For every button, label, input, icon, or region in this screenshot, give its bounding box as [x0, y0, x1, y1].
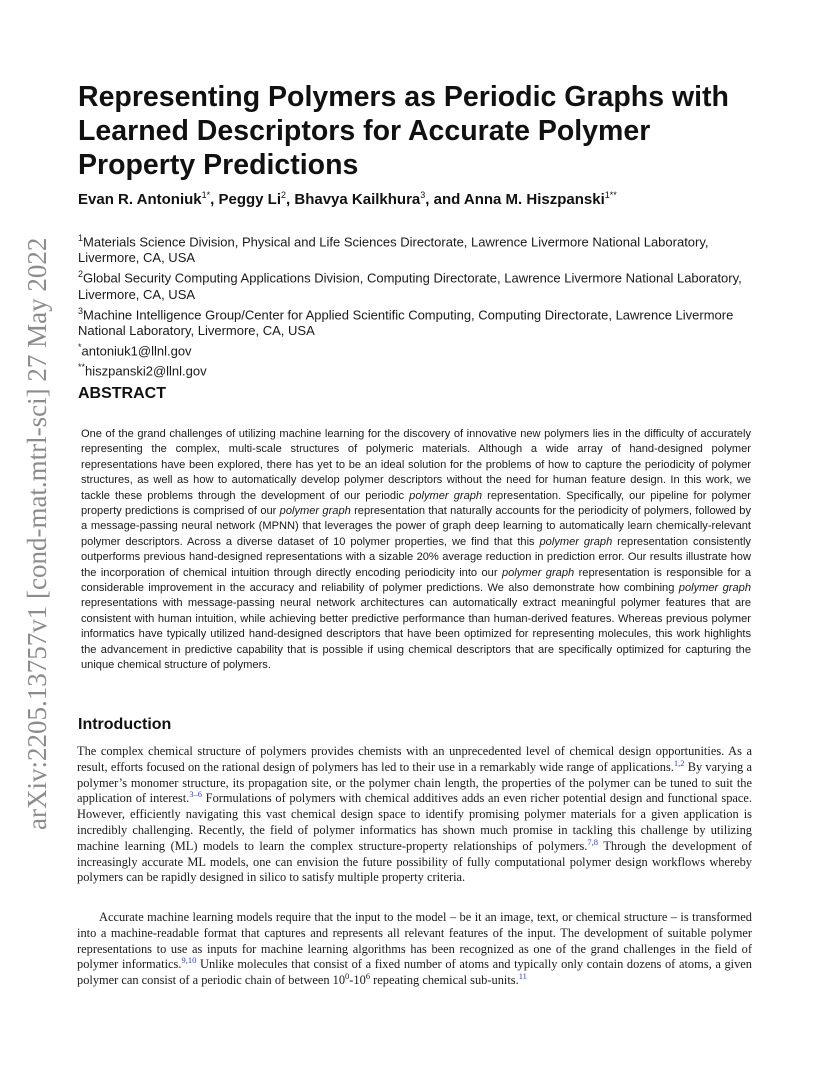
affiliation-mark: 2: [78, 269, 84, 280]
abstract-emphasis: polymer graph: [501, 566, 575, 579]
paragraph-segment: repeating chemical sub-units.: [370, 973, 519, 988]
author-separator: ,: [210, 191, 219, 208]
abstract-segment: representation is responsible for a considerable improvement in the accuracy and reliability of polymer predictions. We also demonstrate how combining: [81, 566, 751, 595]
affiliation-item: [78, 303, 768, 339]
abstract-segment: representation consistently outperforms previous hand-designed representations with a sizable 20% average reduction in prediction error. Our results illustrate how the incorporation of chemical intuition through directly encoding periodicity into our: [81, 535, 751, 579]
citation-link[interactable]: 9,10: [181, 955, 197, 966]
intro-paragraph-1: [77, 744, 752, 886]
abstract-segment: representation. Specifically, our pipeline for polymer property predictions is comprised of our: [81, 489, 751, 518]
author-separator: ,: [286, 191, 295, 208]
paragraph-segment: The complex chemical structure of polymers provides chemists with an unprecedented level of chemical design opportunities. As a result, efforts focused on the rational design of polymers has led to their use in a remarkably wide range of applications.: [77, 744, 752, 774]
affiliation-mark: 1: [78, 233, 84, 243]
abstract-segment: One of the grand challenges of utilizing machine learning for the discovery of innovative new polymers lies in the difficulty of accurately representing the complex, multi-scale structures of polymeric materials. Although a wide array of hand-designed polymer representations have been explored, there has yet to be an ideal solution for the problems of how to capture the periodicity of polymer structures, as well as how to automatically develop polymer descriptors without the need for human feature design. In this work, we tackle these problems through the development of our periodic: [81, 428, 751, 502]
citation-link[interactable]: 11: [518, 971, 527, 982]
author-name: Peggy Li: [218, 191, 281, 208]
affiliation-text: Materials Science Division, Physical and Life Sciences Directorate, Lawrence Livermore National Laboratory, Livermore, CA, USA: [78, 234, 709, 266]
author-affiliation-mark: 1*: [201, 190, 211, 200]
affiliations: [78, 230, 768, 380]
paragraph-segment: Accurate machine learning models require that the input to the model – be it an image, text, or chemical structure – is transformed into a machine-readable format that captures and represents all relevant features of the input. The development of suitable polymer representations to use as inputs for machine learning algorithms has been recognized as one of the grand challenges in the field of polymer informatics.: [77, 910, 752, 972]
paper-title: Representing Polymers as Periodic Graphs with Learned Descriptors for Accurate Polymer Property Predictions: [78, 81, 729, 181]
author-affiliation-mark: 2: [281, 190, 287, 200]
email-mark: **: [78, 362, 86, 373]
abstract-emphasis: polymer graph: [409, 489, 483, 502]
paragraph-segment: By varying a polymer’s monomer structure, its propagation site, or the polymer chain length, the properties of the polymer can be tuned to suit the application of interest.: [77, 759, 752, 806]
author-name: Evan R. Antoniuk: [78, 191, 202, 208]
author-affiliation-mark: 3: [420, 190, 426, 200]
paragraph-segment: Unlike molecules that consist of a fixed number of atoms and typically only contain dozens of atoms, a given polymer can consist of a periodic chain of between 10: [77, 957, 752, 988]
affiliation-text: Machine Intelligence Group/Center for Applied Scientific Computing, Computing Directorate, Lawrence Livermore National Laboratory, Livermore, CA, USA: [78, 306, 734, 338]
email-mark: *: [78, 341, 82, 352]
abstract-heading: ABSTRACT: [78, 385, 166, 402]
superscript-exponent: 0: [345, 971, 350, 982]
author-list: [78, 190, 768, 208]
affiliation-mark: 3: [78, 305, 84, 316]
superscript-exponent: 6: [365, 971, 371, 982]
affiliation-item: [78, 266, 768, 302]
author-separator: , and: [425, 191, 464, 208]
abstract-emphasis: polymer graph: [678, 582, 751, 595]
citation-link[interactable]: 1,2: [673, 757, 685, 768]
email-address[interactable]: hiszpanski2@llnl.gov: [85, 363, 207, 379]
affiliation-item: [78, 230, 768, 266]
email-item: [78, 359, 768, 379]
author-name: Bhavya Kailkhura: [294, 191, 421, 208]
abstract-emphasis: polymer graph: [279, 505, 351, 518]
arxiv-identifier: arXiv:2205.13757v1 [cond-mat.mtrl-sci] 27 May 2022: [22, 237, 52, 830]
paragraph-segment: -10: [349, 973, 366, 988]
author-affiliation-mark: 1**: [604, 190, 617, 200]
author-name: Anna M. Hiszpanski: [463, 191, 605, 208]
intro-paragraph-2: [77, 910, 752, 989]
abstract-text: [81, 427, 751, 674]
email-address[interactable]: antoniuk1@llnl.gov: [81, 343, 192, 359]
email-item: [78, 339, 768, 359]
affiliation-text: Global Security Computing Applications Division, Computing Directorate, Lawrence Livermore National Laboratory, Livermore, CA, USA: [78, 270, 742, 302]
paragraph-segment: Through the development of increasingly accurate ML models, one can envision the future possibility of fully computational polymer design workflows whereby polymers can be rapidly designed in silico to satisfy multiple property criteria.: [77, 838, 753, 885]
citation-link[interactable]: 7,8: [587, 836, 599, 847]
abstract-segment: representations with message-passing neural network architectures can automatically extract meaningful polymer features that are consistent with human intuition, while achieving better predictive performance than human-derived features. Whereas previous polymer informatics have typically utilized hand-designed descriptors that have been optimized for representing molecules, this work highlights the advancement in predictive capability that is possible if using chemical descriptors that are specifically optimized for capturing the unique chemical structure of polymers.: [81, 597, 751, 672]
abstract-segment: representation that naturally accounts for the periodicity of polymers, followed by a message-passing neural network (MPNN) that leverages the power of graph deep learning to automatically learn chemically-relevant polymer descriptors. Across a diverse dataset of 10 polymer properties, we find that this: [81, 505, 751, 548]
introduction-heading: Introduction: [78, 716, 172, 733]
abstract-emphasis: polymer graph: [539, 535, 613, 548]
citation-link[interactable]: 3–6: [189, 789, 203, 800]
paragraph-segment: Formulations of polymers with chemical additives adds an even richer potential design and functional space. However, efficiently navigating this vast chemical design space to identify promising polymer materials for a given application is incredibly challenging. Recently, the field of polymer informatics has shown much promise in tackling this challenge by utilizing machine learning (ML) models to learn the complex structure-property relationships of polymers.: [77, 791, 752, 853]
